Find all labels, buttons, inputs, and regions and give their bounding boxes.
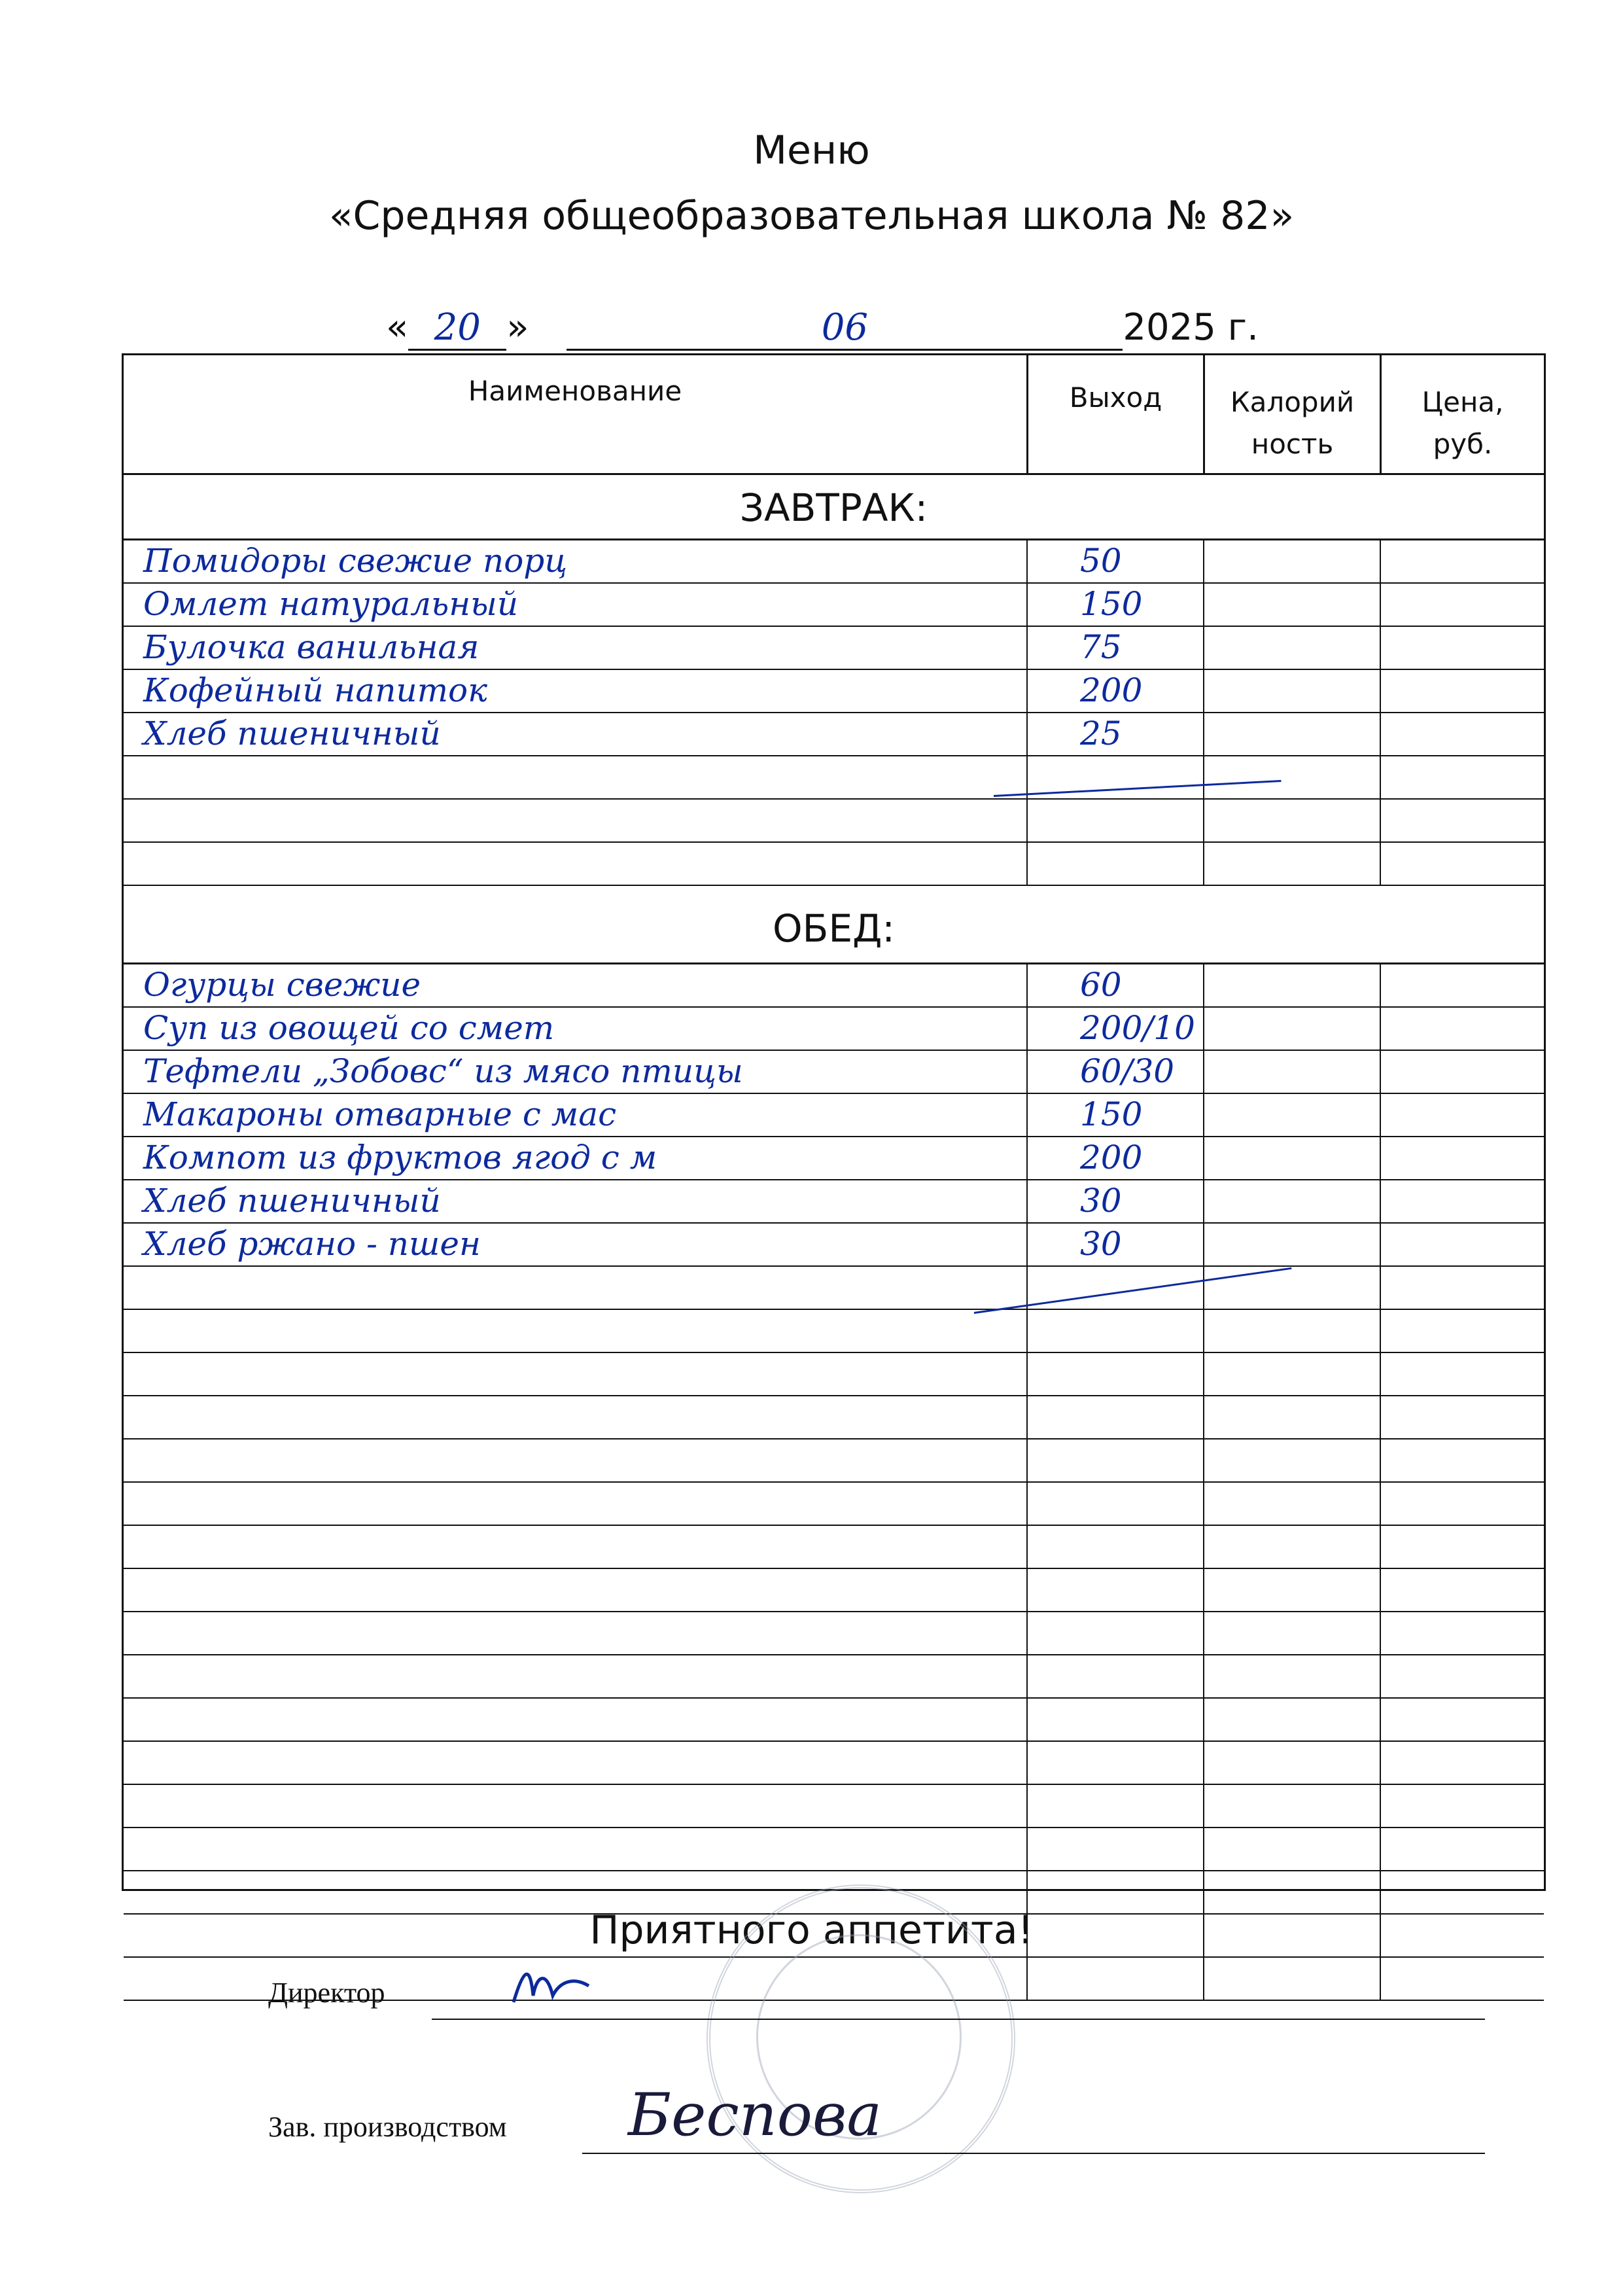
output-cell <box>1026 1612 1203 1654</box>
dish-output: 200 <box>1080 1139 1143 1176</box>
dish-output: 150 <box>1080 1095 1143 1133</box>
output-cell <box>1026 800 1203 841</box>
dish-name-cell <box>124 1396 1026 1438</box>
output-cell <box>1026 1094 1203 1136</box>
table-row <box>124 713 1544 756</box>
output-cell <box>1026 1569 1203 1611</box>
price-cell <box>1380 1439 1544 1481</box>
dish-name-cell <box>124 627 1026 669</box>
table-row <box>124 756 1544 800</box>
dish-output: 50 <box>1080 542 1122 580</box>
output-cell <box>1026 1224 1203 1265</box>
output-cell <box>1026 540 1203 582</box>
table-row <box>124 1612 1544 1655</box>
calorie-cell <box>1203 1439 1380 1481</box>
calorie-cell <box>1203 756 1380 798</box>
dish-name: Хлеб пшеничный <box>143 715 441 752</box>
dish-name-cell <box>124 1137 1026 1179</box>
dish-name-cell <box>124 1051 1026 1093</box>
table-row <box>124 1353 1544 1396</box>
price-cell <box>1380 713 1544 755</box>
price-cell <box>1380 1137 1544 1179</box>
price-cell <box>1380 800 1544 841</box>
price-cell <box>1380 756 1544 798</box>
price-cell <box>1380 670 1544 712</box>
dish-name-cell <box>124 1742 1026 1784</box>
output-cell <box>1026 1828 1203 1870</box>
table-row <box>124 540 1544 584</box>
price-cell <box>1380 1569 1544 1611</box>
table-row <box>124 1094 1544 1137</box>
table-row <box>124 1008 1544 1051</box>
table-row <box>124 1742 1544 1785</box>
table-row <box>124 1526 1544 1569</box>
dish-name: Макароны отварные с мас <box>143 1095 617 1133</box>
dish-name-cell <box>124 1094 1026 1136</box>
date-day: 20 <box>434 306 481 349</box>
output-cell <box>1026 1526 1203 1568</box>
calorie-cell <box>1203 1828 1380 1870</box>
breakfast-title: ЗАВТРАК: <box>124 475 1544 540</box>
dish-name-cell <box>124 1353 1026 1395</box>
table-header <box>124 355 1544 475</box>
price-cell <box>1380 1180 1544 1222</box>
calorie-cell <box>1203 1785 1380 1827</box>
dish-name-cell <box>124 843 1026 885</box>
dish-name-cell <box>124 1008 1026 1050</box>
calorie-cell <box>1203 1310 1380 1352</box>
date-year-suffix: г. <box>1227 306 1259 349</box>
production-label: Зав. производством <box>268 2111 507 2143</box>
dish-output: 150 <box>1080 585 1143 623</box>
price-cell <box>1380 1526 1544 1568</box>
price-cell <box>1380 1828 1544 1870</box>
table-row <box>124 670 1544 713</box>
dish-name-cell <box>124 1699 1026 1740</box>
dish-name-cell <box>124 1655 1026 1697</box>
price-cell <box>1380 1267 1544 1309</box>
col-name-header: Наименование <box>468 375 682 407</box>
dish-name-cell <box>124 1310 1026 1352</box>
calorie-cell <box>1203 1742 1380 1784</box>
dish-name: Хлеб пшеничный <box>143 1182 441 1220</box>
date-quote-open: « <box>386 306 409 349</box>
calorie-cell <box>1203 1699 1380 1740</box>
director-label: Директор <box>268 1977 385 2009</box>
price-cell <box>1380 1612 1544 1654</box>
school-name: «Средняя общеобразовательная школа № 82» <box>328 193 1295 239</box>
calorie-cell <box>1203 627 1380 669</box>
output-cell <box>1026 1051 1203 1093</box>
table-row <box>124 1267 1544 1310</box>
production-signature: Беспова <box>628 2081 882 2149</box>
dish-name-cell <box>124 1526 1026 1568</box>
price-cell <box>1380 1785 1544 1827</box>
calorie-cell <box>1203 1526 1380 1568</box>
table-row <box>124 1137 1544 1180</box>
calorie-cell <box>1203 1353 1380 1395</box>
calorie-cell <box>1203 1180 1380 1222</box>
date-line <box>386 306 1259 351</box>
output-cell <box>1026 1958 1203 2000</box>
output-cell <box>1026 1008 1203 1050</box>
price-cell <box>1380 584 1544 626</box>
table-row <box>124 627 1544 670</box>
dish-name-cell <box>124 670 1026 712</box>
dish-name-cell <box>124 800 1026 841</box>
output-cell <box>1026 1785 1203 1827</box>
dish-name: Компот из фруктов ягод с м <box>143 1139 657 1176</box>
calorie-cell <box>1203 843 1380 885</box>
table-row <box>124 1180 1544 1224</box>
calorie-cell <box>1203 1483 1380 1525</box>
price-cell <box>1380 1353 1544 1395</box>
production-sign-line <box>582 2153 1485 2154</box>
dish-name: Огурцы свежие <box>143 966 421 1004</box>
calorie-cell <box>1203 964 1380 1006</box>
dish-name-cell <box>124 584 1026 626</box>
director-sign-line <box>432 2019 1485 2020</box>
calorie-cell <box>1203 800 1380 841</box>
table-row <box>124 584 1544 627</box>
dish-output: 60/30 <box>1080 1052 1175 1090</box>
table-row <box>124 800 1544 843</box>
calorie-cell <box>1203 1008 1380 1050</box>
dish-output: 60 <box>1080 966 1122 1004</box>
dish-name-cell <box>124 1569 1026 1611</box>
dish-name: Помидоры свежие порц <box>143 542 568 580</box>
menu-title: Меню <box>753 128 870 173</box>
price-cell <box>1380 1699 1544 1740</box>
dish-name-cell <box>124 756 1026 798</box>
output-cell <box>1026 1742 1203 1784</box>
calorie-cell <box>1203 584 1380 626</box>
calorie-cell <box>1203 713 1380 755</box>
calorie-cell <box>1203 1569 1380 1611</box>
price-cell <box>1380 843 1544 885</box>
dish-output: 200 <box>1080 671 1143 709</box>
table-row <box>124 964 1544 1008</box>
col-price-header: Цена, руб. <box>1380 355 1544 473</box>
table-row <box>124 1224 1544 1267</box>
calorie-cell <box>1203 540 1380 582</box>
dish-output: 30 <box>1080 1182 1122 1220</box>
table-row <box>124 1051 1544 1094</box>
dish-name-cell <box>124 1785 1026 1827</box>
date-month: 06 <box>821 306 868 349</box>
table-row <box>124 1310 1544 1353</box>
dish-output: 30 <box>1080 1225 1122 1263</box>
date-quote-close: » <box>506 306 529 349</box>
dish-name-cell <box>124 1180 1026 1222</box>
dish-output: 25 <box>1080 715 1122 752</box>
output-cell <box>1026 843 1203 885</box>
table-row <box>124 1569 1544 1612</box>
calorie-cell <box>1203 1267 1380 1309</box>
output-cell <box>1026 1483 1203 1525</box>
calorie-cell <box>1203 1396 1380 1438</box>
col-output-header: Выход <box>1026 355 1203 473</box>
output-cell <box>1026 1353 1203 1395</box>
calorie-cell <box>1203 1051 1380 1093</box>
date-year: 2025 <box>1123 306 1216 349</box>
output-cell <box>1026 713 1203 755</box>
output-cell <box>1026 1439 1203 1481</box>
dish-name-cell <box>124 713 1026 755</box>
output-cell <box>1026 1396 1203 1438</box>
table-row <box>124 1828 1544 1871</box>
col-calorie-header: Калорий ность <box>1203 355 1380 473</box>
table-row <box>124 1396 1544 1439</box>
calorie-cell <box>1203 1655 1380 1697</box>
dish-name: Тефтели „Зобовс“ из мясо птицы <box>143 1052 743 1090</box>
calorie-cell <box>1203 670 1380 712</box>
calorie-cell <box>1203 1094 1380 1136</box>
table-row <box>124 1439 1544 1483</box>
output-cell <box>1026 584 1203 626</box>
table-row <box>124 1785 1544 1828</box>
dish-name: Хлеб ржано - пшен <box>143 1225 481 1263</box>
calorie-cell <box>1203 1224 1380 1265</box>
table-row <box>124 1699 1544 1742</box>
price-cell <box>1380 627 1544 669</box>
output-cell <box>1026 964 1203 1006</box>
output-cell <box>1026 627 1203 669</box>
output-cell <box>1026 1137 1203 1179</box>
price-cell <box>1380 1958 1544 2000</box>
price-cell <box>1380 1051 1544 1093</box>
price-cell <box>1380 1224 1544 1265</box>
price-cell <box>1380 1655 1544 1697</box>
appetite-wish: Приятного аппетита! <box>589 1907 1034 1953</box>
dish-name-cell <box>124 1224 1026 1265</box>
price-cell <box>1380 540 1544 582</box>
calorie-cell <box>1203 1612 1380 1654</box>
dish-name-cell <box>124 1828 1026 1870</box>
price-cell <box>1380 1094 1544 1136</box>
dish-name-cell <box>124 1267 1026 1309</box>
dish-name-cell <box>124 1483 1026 1525</box>
dish-name: Суп из овощей со смет <box>143 1009 555 1047</box>
price-cell <box>1380 1310 1544 1352</box>
calorie-cell <box>1203 1958 1380 2000</box>
dish-name-cell <box>124 1612 1026 1654</box>
dish-name: Омлет натуральный <box>143 585 519 623</box>
output-cell <box>1026 1699 1203 1740</box>
dish-name-cell <box>124 964 1026 1006</box>
lunch-title: ОБЕД: <box>124 886 1544 964</box>
output-cell <box>1026 1180 1203 1222</box>
price-cell <box>1380 964 1544 1006</box>
price-cell <box>1380 1008 1544 1050</box>
dish-output: 200/10 <box>1080 1009 1195 1047</box>
price-cell <box>1380 1742 1544 1784</box>
calorie-cell <box>1203 1137 1380 1179</box>
menu-table <box>122 353 1546 1891</box>
price-cell <box>1380 1396 1544 1438</box>
dish-name: Кофейный напиток <box>143 671 488 709</box>
output-cell <box>1026 1310 1203 1352</box>
table-row <box>124 1655 1544 1699</box>
price-cell <box>1380 1483 1544 1525</box>
output-cell <box>1026 670 1203 712</box>
dish-name-cell <box>124 1439 1026 1481</box>
dish-name-cell <box>124 540 1026 582</box>
table-row <box>124 843 1544 886</box>
dish-output: 75 <box>1080 628 1122 666</box>
output-cell <box>1026 1655 1203 1697</box>
director-signature <box>507 1956 599 2015</box>
table-row <box>124 1483 1544 1526</box>
dish-name: Булочка ванильная <box>143 628 480 666</box>
